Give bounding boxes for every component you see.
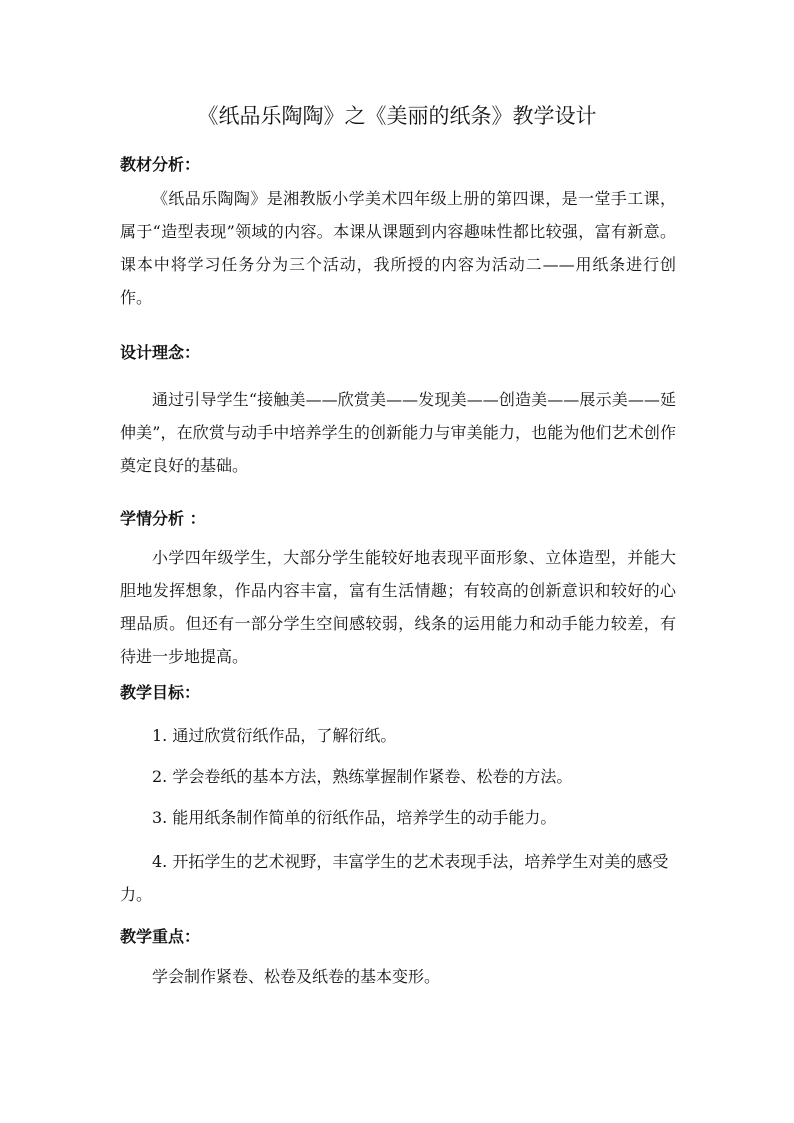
teaching-key-points-paragraph: 学会制作紧卷、松卷及纸卷的基本变形。 — [152, 967, 441, 986]
student-analysis-heading: 学情分析 ： — [120, 509, 206, 528]
goal-item-2: 2. 学会卷纸的基本方法，熟练掌握制作紧卷、松卷的方法。 — [152, 767, 573, 786]
material-analysis-heading: 教材分析： — [120, 155, 201, 174]
teaching-key-points-heading: 教学重点： — [120, 927, 201, 946]
material-analysis-paragraph: 《纸品乐陶陶》是湘教版小学美术四年级上册的第四课，是一堂手工课，属于“造型表现”领域的内容。本课从课题到内容趣味性都比较强，富有新意。课本中将学习任务分为三个活动，我所授的内容为活动二——用纸条进行创作。 — [120, 189, 676, 307]
student-analysis-paragraph: 小学四年级学生，大部分学生能较好地表现平面形象、立体造型，并能大胆地发挥想象，作品内容丰富，富有生活情趣；有较高的创新意识和较好的心理品质。但还有一部分学生空间感较弱，线条的运用能力和动手能力较差，有待进一步地提高。 — [120, 548, 676, 666]
goal-item-3: 3. 能用纸条制作简单的衍纸作品，培养学生的动手能力。 — [152, 808, 557, 827]
teaching-goals-heading: 教学目标： — [120, 683, 201, 702]
design-concept-heading: 设计理念： — [120, 343, 201, 362]
design-concept-paragraph: 通过引导学生“接触美——欣赏美——发现美——创造美——展示美——延伸美”，在欣赏与动手中培养学生的创新能力与审美能力，也能为他们艺术创作奠定良好的基础。 — [120, 390, 676, 475]
document-title: 《纸品乐陶陶》之《美丽的纸条》教学设计 — [197, 104, 597, 128]
goal-item-4: 4. 开拓学生的艺术视野，丰富学生的艺术表现手法，培养学生对美的感受力。 — [120, 852, 669, 904]
goal-item-1: 1. 通过欣赏衍纸作品，了解衍纸。 — [152, 726, 397, 745]
